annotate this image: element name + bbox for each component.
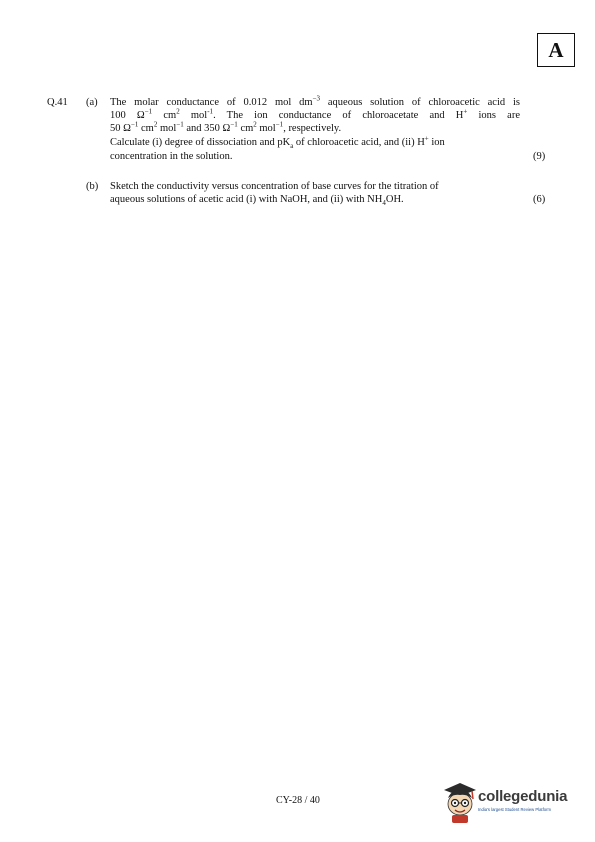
part-a-marks: (9) bbox=[533, 151, 546, 162]
question-number: Q.41 bbox=[47, 97, 68, 108]
part-a-line-5: concentration in the solution. bbox=[110, 151, 233, 162]
part-b-marks: (6) bbox=[533, 194, 546, 205]
part-a-line-3: 50 $\Omega^{-1}$ $cm^2$ mol$^{-1}$ and 350 $\Omega^{-1}$ $cm^2$ mol$^{-1}$, respectively. bbox=[110, 120, 342, 134]
logo-wordmark: collegedunia bbox=[478, 788, 568, 805]
mascot-logo-icon bbox=[440, 780, 478, 824]
logo-tagline: India's largest Student Review Platform bbox=[478, 807, 551, 812]
part-a-line-1: The molar conductance of 0.012 mol $dm^{-3}$ aqueous solution of chloroacetic acid is bbox=[110, 94, 520, 108]
part-b-label: (b) bbox=[86, 181, 99, 192]
part-b-line-2: aqueous solutions of acetic acid (i) with NaOH, and (ii) with $NH_4OH$. bbox=[110, 194, 404, 208]
part-a-label: (a) bbox=[86, 97, 98, 108]
paper-code-letter: A bbox=[548, 37, 564, 62]
part-a-line-4: Calculate (i) degree of dissociation and $pK_a$ of chloroacetic acid, and (ii) H+ ion bbox=[110, 134, 445, 151]
part-a-line-2: 100 $\Omega^{-1}$ $cm^2$ mol$^{-1}$. The ion conductance of chloroacetate and H+ ions are bbox=[110, 107, 520, 121]
paper-code-box bbox=[537, 33, 575, 67]
page-number: CY-28 / 40 bbox=[276, 795, 320, 806]
part-b-line-1: Sketch the conductivity versus concentration of base curves for the titration of bbox=[110, 181, 439, 192]
